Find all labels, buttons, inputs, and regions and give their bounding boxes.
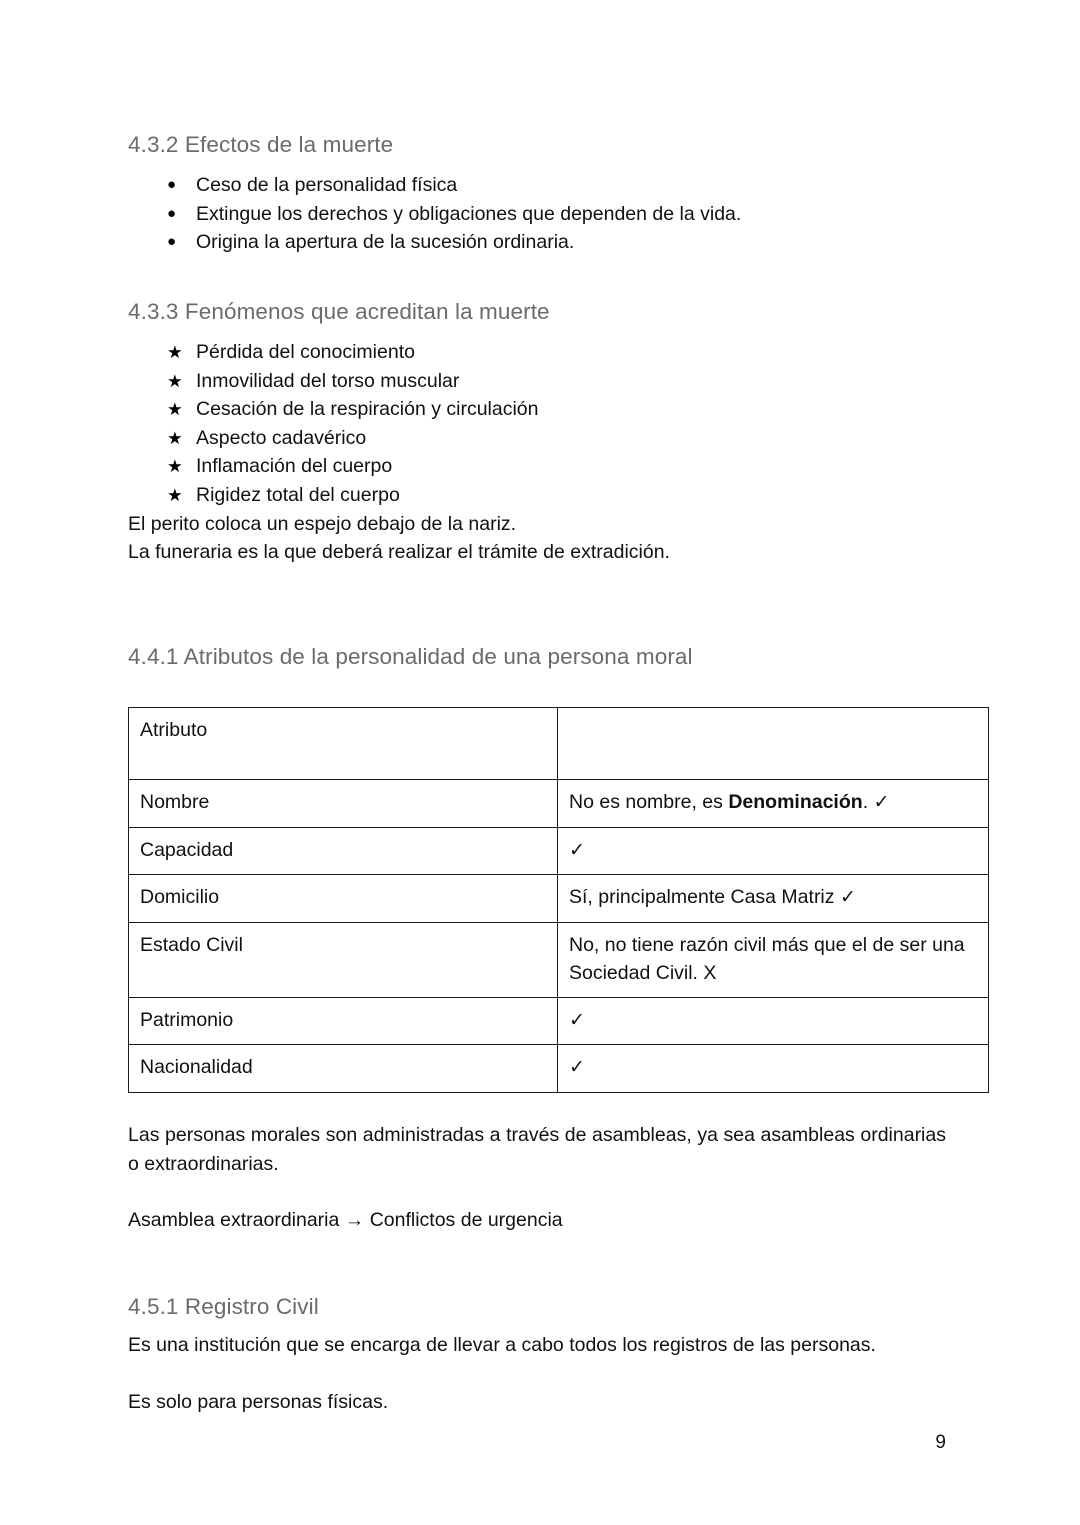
table-cell-attribute: Nacionalidad xyxy=(129,1045,558,1093)
section-heading-451: 4.5.1 Registro Civil xyxy=(128,1293,319,1319)
star-icon: ★ xyxy=(167,485,183,505)
section-heading-433: 4.3.3 Fenómenos que acreditan la muerte xyxy=(128,298,550,324)
bullet-icon: ● xyxy=(167,176,177,194)
paragraph-asambleas: Las personas morales son administradas a través de asambleas, ya sea asambleas ordinarias o extraordinarias. xyxy=(128,1124,946,1175)
table-cell-value xyxy=(558,875,989,923)
table-cell-attribute: Estado Civil xyxy=(129,922,558,997)
bullet-icon: ● xyxy=(167,204,177,222)
table-row xyxy=(129,827,989,875)
star-icon: ★ xyxy=(167,342,183,363)
star-icon: ★ xyxy=(167,456,183,477)
table-cell-attribute: Atributo xyxy=(129,707,558,779)
value-emphasis: Denominación xyxy=(728,790,863,813)
table-cell-value xyxy=(558,827,989,875)
check-icon: ✓ xyxy=(873,791,890,813)
page-content xyxy=(128,0,965,1416)
section-heading-432: 4.3.2 Efectos de la muerte xyxy=(128,132,394,157)
list-item-label: Rigidez total del cuerpo xyxy=(196,484,400,506)
value-prefix: No es nombre, es xyxy=(569,790,729,813)
table-cell-attribute: Nombre xyxy=(129,779,558,827)
list-item-label: Cesación de la respiración y circulación xyxy=(196,398,539,421)
table-row xyxy=(129,779,989,827)
list-item xyxy=(128,200,946,229)
table-row xyxy=(129,997,989,1045)
list-item-label: Inmovilidad del torso muscular xyxy=(196,369,460,392)
list-item-label: Aspecto cadavérico xyxy=(196,426,367,449)
check-icon: ✓ xyxy=(569,1057,585,1079)
list-item xyxy=(128,338,946,367)
table-cell-value xyxy=(558,779,989,827)
table-row xyxy=(129,707,989,779)
value-suffix: . xyxy=(862,790,869,813)
list-item xyxy=(128,481,946,510)
table-row xyxy=(129,1045,989,1093)
list-item-label: Ceso de la personalidad física xyxy=(196,174,458,197)
value-prefix: Sí, principalmente Casa Matriz xyxy=(569,886,835,909)
note-perito: El perito coloca un espejo debajo de la nariz. xyxy=(128,512,517,535)
star-icon: ★ xyxy=(167,427,183,448)
star-icon: ★ xyxy=(167,370,183,391)
star-icon: ★ xyxy=(167,399,183,420)
list-item-label: Extingue los derechos y obligaciones que dependen de la vida. xyxy=(196,202,742,225)
list-item xyxy=(128,171,946,200)
section-heading-441: 4.4.1 Atributos de la personalidad de una persona moral xyxy=(128,643,693,669)
list-item xyxy=(128,424,946,453)
note-funeraria: La funeraria es la que deberá realizar el trámite de extradición. xyxy=(128,541,670,564)
table-cell-value xyxy=(558,922,989,997)
list-item xyxy=(128,395,946,424)
attributes-table-wrap xyxy=(128,707,965,1093)
table-cell-attribute: Domicilio xyxy=(129,875,558,923)
list-item xyxy=(128,228,946,257)
value-prefix: No, no tiene razón civil más que el de ser una Sociedad Civil. xyxy=(569,933,965,985)
bullet-icon: ● xyxy=(167,233,177,251)
check-icon: ✓ xyxy=(569,1009,585,1031)
table-cell-attribute: Patrimonio xyxy=(129,997,558,1045)
effects-list xyxy=(128,171,946,257)
list-item-label: Origina la apertura de la sucesión ordinaria. xyxy=(196,231,575,254)
table-cell-value xyxy=(558,707,989,779)
check-icon: ✓ xyxy=(839,887,856,909)
table-row xyxy=(129,922,989,997)
paragraph-registro-civil: Es una institución que se encarga de llevar a cabo todos los registros de las personas. xyxy=(128,1333,876,1356)
page-number: 9 xyxy=(935,1432,946,1453)
table-cell-value xyxy=(558,1045,989,1093)
list-item xyxy=(128,452,946,481)
list-item-label: Pérdida del conocimiento xyxy=(196,341,415,364)
list-item xyxy=(128,367,946,396)
check-icon: ✓ xyxy=(569,839,585,861)
paragraph-asamblea-extraordinaria: Asamblea extraordinaria → Conflictos de urgencia xyxy=(128,1209,563,1232)
attributes-table xyxy=(128,707,989,1093)
table-row xyxy=(129,875,989,923)
phenomena-list xyxy=(128,338,946,510)
paragraph-personas-fisicas: Es solo para personas físicas. xyxy=(128,1390,389,1413)
table-cell-attribute: Capacidad xyxy=(129,827,558,875)
table-cell-value xyxy=(558,997,989,1045)
list-item-label: Inflamación del cuerpo xyxy=(196,455,393,478)
cross-icon: X xyxy=(703,962,717,985)
